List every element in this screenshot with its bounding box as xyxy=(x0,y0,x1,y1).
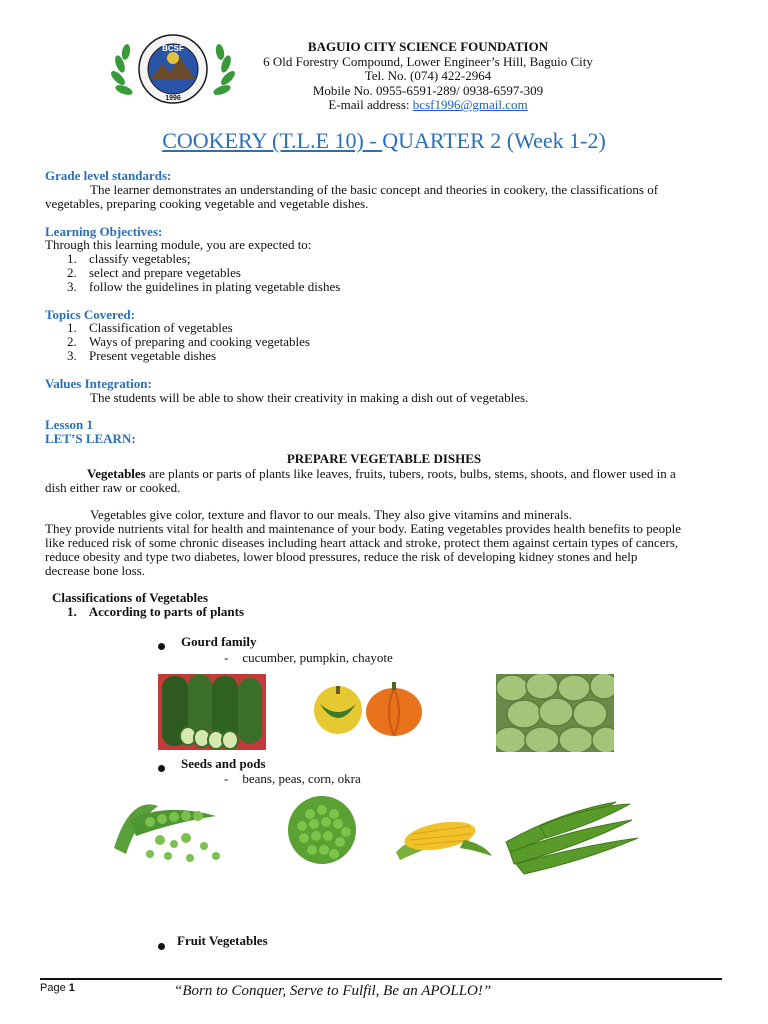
objectives-heading: Learning Objectives: xyxy=(45,224,163,239)
objectives-list xyxy=(45,252,645,294)
seeds-examples: - beans, peas, corn, okra xyxy=(224,771,361,786)
paragraph-line-1: Vegetables give color, texture and flavor to our meals. They also give vitamins and minerals. xyxy=(90,507,572,522)
definition-term: Vegetables xyxy=(87,466,146,481)
paragraph-line-2: They provide nutrients vital for health and maintenance of your body. Eating vegetables provides health benefits to people xyxy=(45,521,681,536)
values-heading: Values Integration: xyxy=(45,376,152,391)
grade-level-heading: Grade level standards: xyxy=(45,168,172,183)
peas-pods-image xyxy=(106,792,250,870)
letterhead xyxy=(236,40,620,113)
footer-motto: “Born to Conquer, Serve to Fulfil, Be an APOLLO!” xyxy=(174,983,492,999)
foundation-logo xyxy=(110,34,236,104)
values-text: The students will be able to show their creativity in making a dish out of vegetables. xyxy=(90,390,529,405)
topics-list xyxy=(45,321,645,363)
okra-image xyxy=(500,794,640,876)
org-email-line xyxy=(236,98,620,113)
green-peas-image xyxy=(274,792,370,872)
topics-heading: Topics Covered: xyxy=(45,307,135,322)
fruit-vegetables-label: Fruit Vegetables xyxy=(177,933,268,948)
seeds-pods-label: Seeds and pods xyxy=(181,756,266,771)
classifications-heading: Classifications of Vegetables xyxy=(52,590,208,605)
page-title xyxy=(0,128,768,154)
cucumber-image xyxy=(158,674,266,750)
definition-line-2: dish either raw or cooked. xyxy=(45,480,181,495)
list-item: 1. classify vegetables; xyxy=(67,251,191,266)
title-subject: COOKERY (T.L.E 10) - xyxy=(162,128,383,153)
lesson-label: Lesson 1 xyxy=(45,417,94,432)
grade-level-text-1: The learner demonstrates an understanding of the basic concept and theories in cookery, the classifications of xyxy=(90,182,659,197)
objectives-intro: Through this learning module, you are expected to: xyxy=(45,237,312,252)
footer-divider xyxy=(40,978,722,980)
corn-image xyxy=(394,804,494,864)
chayote-image xyxy=(496,674,614,752)
bullet-icon xyxy=(158,937,165,955)
title-quarter: QUARTER 2 (Week 1-2) xyxy=(382,128,606,153)
gourd-examples: - cucumber, pumpkin, chayote xyxy=(224,650,393,665)
pumpkin-image xyxy=(306,674,422,740)
bullet-icon xyxy=(158,637,165,655)
section-title: PREPARE VEGETABLE DISHES xyxy=(286,451,482,466)
email-link[interactable]: bcsf1996@gmail.com xyxy=(412,97,528,113)
gourd-family-label: Gourd family xyxy=(181,634,257,649)
list-item: 1. Classification of vegetables xyxy=(67,320,233,335)
paragraph-line-4: reduce obesity and type two diabetes, lower blood pressures, reduce the risk of developing kidney stones and help xyxy=(45,549,638,564)
list-item: 2. select and prepare vegetables xyxy=(67,265,241,280)
org-tel: Tel. No. (074) 422-2964 xyxy=(364,68,492,84)
definition-text: are plants or parts of plants like leaves, fruits, tubers, roots, bulbs, stems, shoots, and flower used in a xyxy=(145,466,676,481)
bullet-icon xyxy=(158,759,165,777)
definition-line-1 xyxy=(87,467,676,481)
org-name: BAGUIO CITY SCIENCE FOUNDATION xyxy=(307,39,549,54)
logo-year: 1996 xyxy=(165,95,181,102)
email-label: E-mail address: xyxy=(328,97,413,113)
list-item: 3. follow the guidelines in plating vegetable dishes xyxy=(67,279,341,294)
list-item: 2. Ways of preparing and cooking vegetables xyxy=(67,334,310,349)
paragraph-line-3: like reduced risk of some chronic diseases including heart attack and stroke, protect them against certain types of cancers, xyxy=(45,535,679,550)
classification-item-1: 1. According to parts of plants xyxy=(67,604,245,619)
org-mobile: Mobile No. 0955-6591-289/ 0938-6597-309 xyxy=(312,82,544,98)
grade-level-text-2: vegetables, preparing cooking vegetable and vegetable dishes. xyxy=(45,196,369,211)
paragraph-line-5: decrease bone loss. xyxy=(45,563,145,578)
list-item: 3. Present vegetable dishes xyxy=(67,348,217,363)
lets-learn-heading: LET’S LEARN: xyxy=(45,431,136,446)
org-address: 6 Old Forestry Compound, Lower Engineer’s Hill, Baguio City xyxy=(263,53,593,69)
logo-abbr: BCSF xyxy=(162,44,184,53)
page-number: Page 1 xyxy=(40,982,75,994)
